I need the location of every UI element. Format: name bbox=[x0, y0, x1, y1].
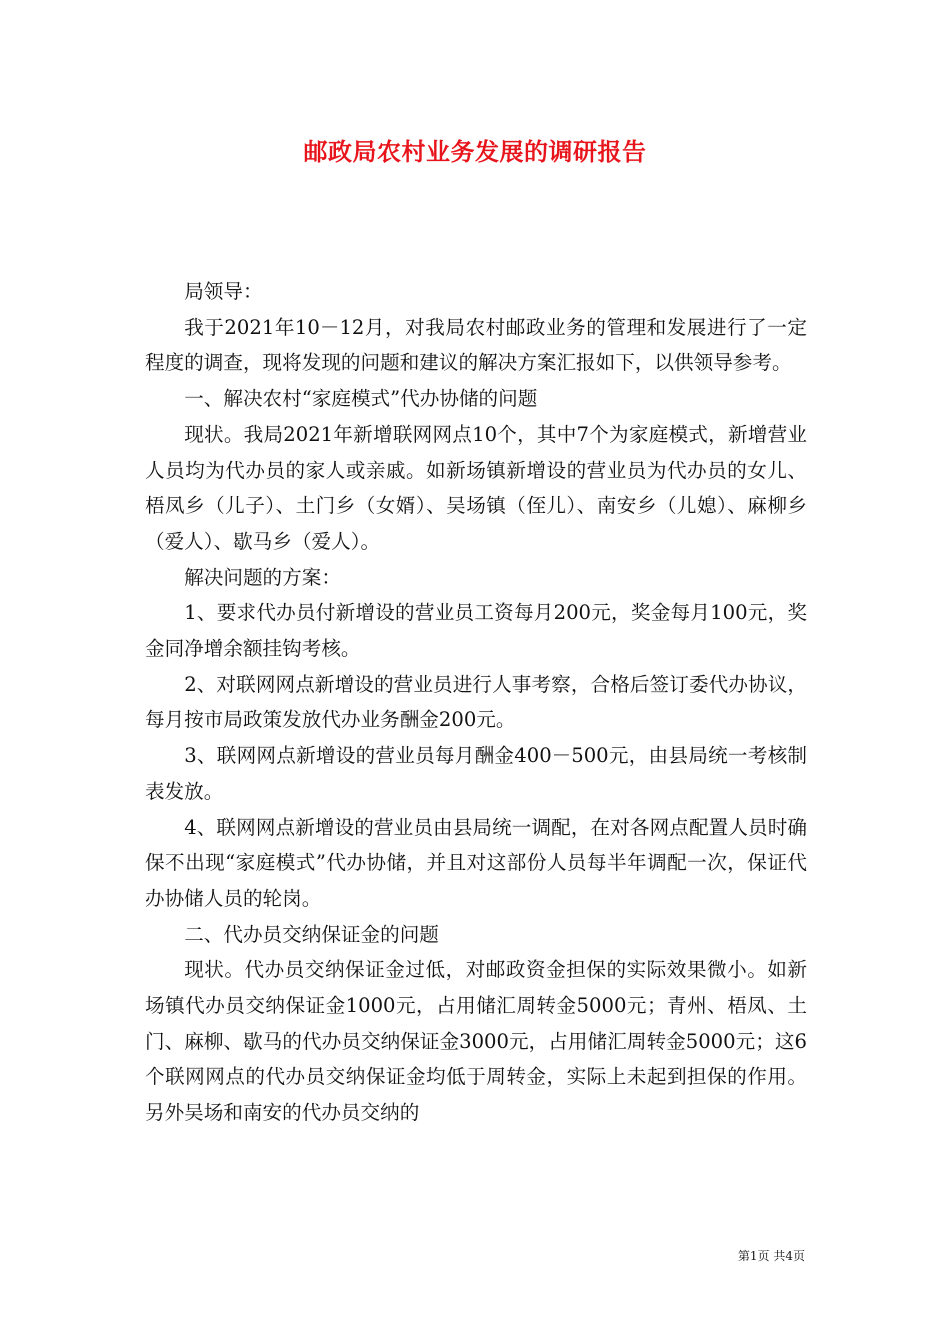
paragraph-status-1: 现状。我局2021年新增联网网点10个，其中7个为家庭模式，新增营业人员均为代办员的家人或亲戚。如新场镇新增设的营业员为代办员的女儿、梧凤乡（儿子）、土门乡（女婿）、吴场镇（侄儿）、南安乡（儿媳）、麻柳乡（爱人）、歇马乡（爱人）。 bbox=[145, 422, 807, 553]
page-number: 第1页 共4页 bbox=[737, 1249, 805, 1263]
page-title: 邮政局农村业务发展的调研报告 bbox=[303, 137, 647, 166]
paragraph-status-2: 现状。代办员交纳保证金过低，对邮政资金担保的实际效果微小。如新场镇代办员交纳保证金1000元，占用储汇周转金5000元；青州、梧凤、土门、麻柳、歇马的代办员交纳保证金3000元，占用储汇周转金5000元；这6个联网网点的代办员交纳保证金均低于周转金，实际上未起到担保的作用。另外吴场和南安的代办员交纳的 bbox=[145, 958, 807, 1125]
paragraph-solution-1: 1、要求代办员付新增设的营业员工资每月200元，奖金每月100元，奖金同净增余额挂钩考核。 bbox=[145, 601, 807, 661]
paragraph-solution-3: 3、联网网点新增设的营业员每月酬金400－500元，由县局统一考核制表发放。 bbox=[145, 744, 807, 803]
paragraph-solution-heading: 解决问题的方案： bbox=[184, 565, 341, 589]
salutation: 局领导： bbox=[184, 280, 263, 303]
paragraph-solution-2: 2、对联网网点新增设的营业员进行人事考察，合格后签订委代办协议，每月按市局政策发放代办业务酬金200元。 bbox=[145, 672, 807, 732]
paragraph-intro: 我于2021年10－12月，对我局农村邮政业务的管理和发展进行了一定程度的调查，现将发现的问题和建议的解决方案汇报如下，以供领导参考。 bbox=[145, 315, 807, 375]
document-body bbox=[145, 274, 807, 1131]
paragraph-solution-4: 4、联网网点新增设的营业员由县局统一调配，在对各网点配置人员时确保不出现“家庭模式”代办协储，并且对这部份人员每半年调配一次，保证代办协储人员的轮岗。 bbox=[145, 815, 807, 910]
section-heading-1: 一、解决农村“家庭模式”代办协储的问题 bbox=[184, 387, 538, 411]
section-heading-2: 二、代办员交纳保证金的问题 bbox=[184, 922, 439, 946]
